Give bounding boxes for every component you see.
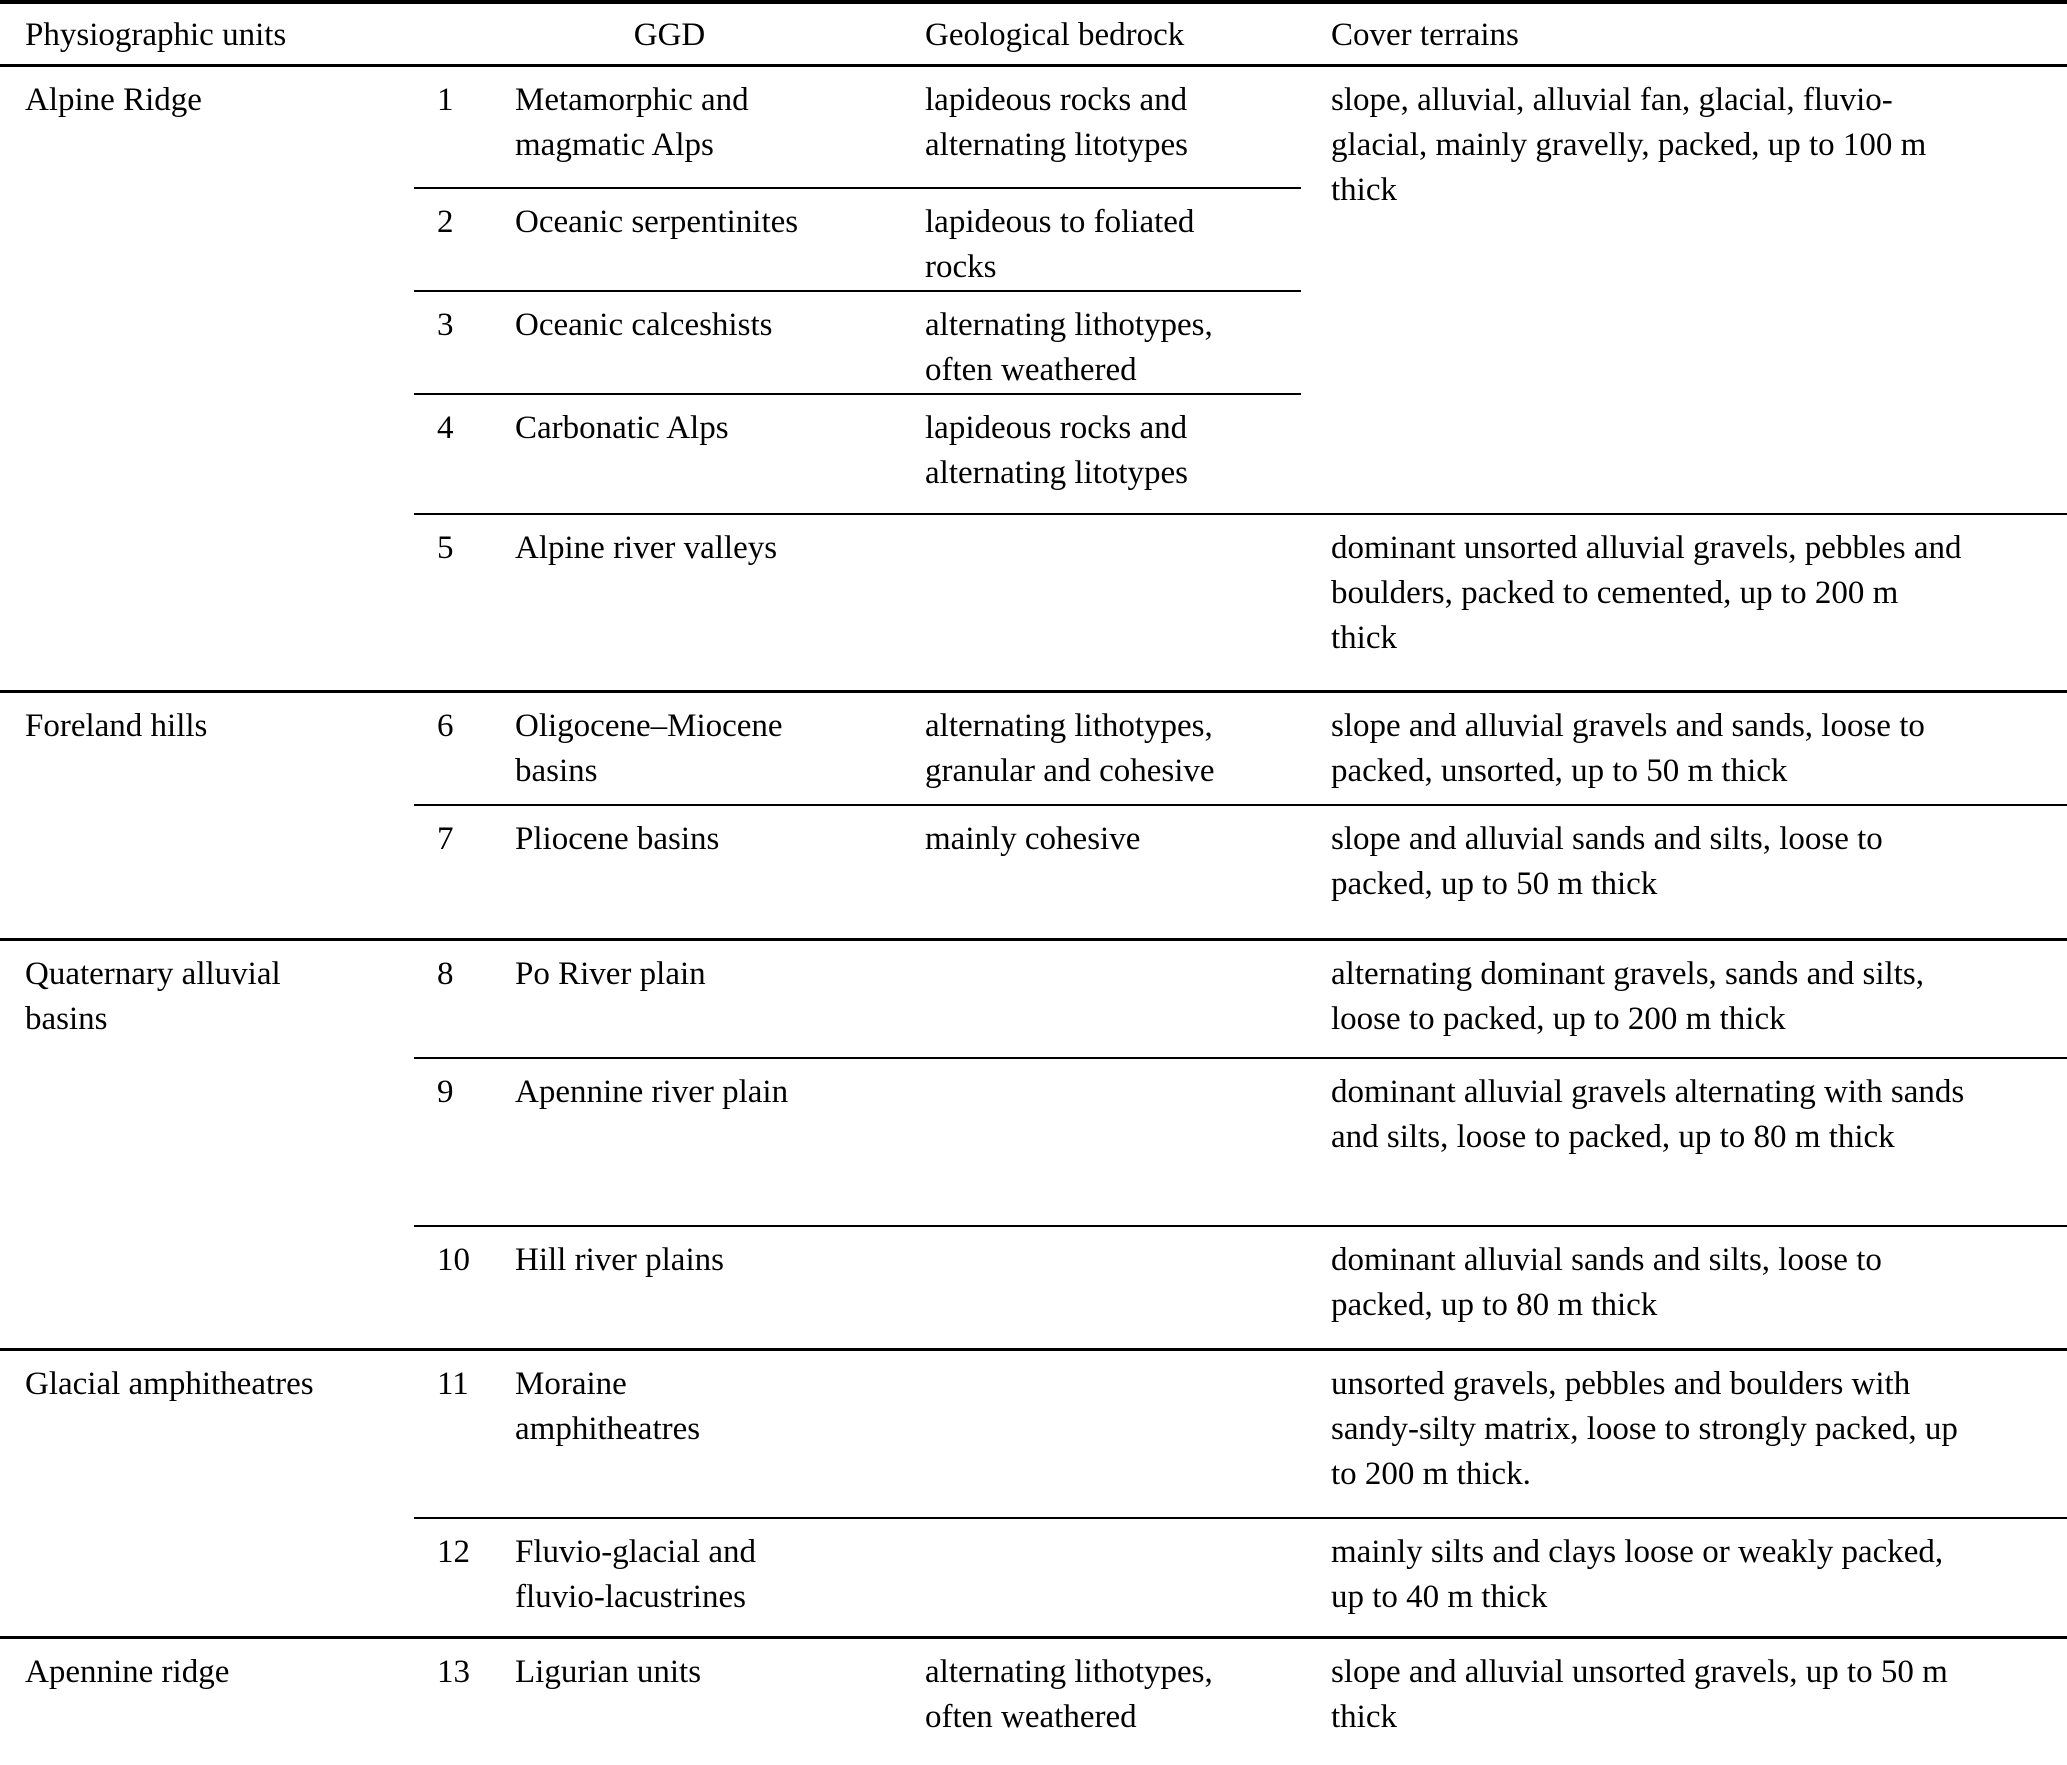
cell-cover-terrains: slope and alluvial gravels and sands, loose to packed, unsorted, up to 50 m thick — [1331, 708, 1925, 789]
cell-cover-terrains: dominant unsorted alluvial gravels, pebbles and boulders, packed to cemented, up to 200 m thick — [1301, 514, 2067, 692]
cell-ggd-number: 10 — [414, 1226, 515, 1350]
cell-ggd-number: 4 — [414, 394, 515, 514]
cell-ggd-number: 8 — [437, 956, 454, 992]
cell-ggd-name: Pliocene basins — [515, 805, 925, 940]
section-glacial-amphitheatres — [0, 1350, 2067, 1638]
cell-ggd-name: Hill river plains — [515, 1226, 925, 1350]
cell-cover-terrains: unsorted gravels, pebbles and boulders with sandy-silty matrix, loose to strongly packed, up to 200 m thick. — [1331, 1366, 1958, 1492]
cell-geological-bedrock: alternating lithotypes, often weathered — [925, 1654, 1213, 1735]
header-geological-bedrock: Geological bedrock — [925, 2, 1301, 66]
cell-cover-terrains: dominant alluvial gravels alternating with sands and silts, loose to packed, up to 80 m thick — [1301, 1058, 2067, 1226]
cell-ggd-number: 1 — [437, 82, 454, 118]
cell-geological-bedrock: alternating lithotypes, often weathered — [925, 291, 1301, 394]
cell-ggd-name: Carbonatic Alps — [515, 394, 925, 514]
cell-ggd-number: 2 — [414, 188, 515, 291]
cell-ggd-name: Moraine amphitheatres — [515, 1366, 701, 1447]
cell-ggd-number: 11 — [437, 1366, 469, 1402]
cell-cover-terrains: slope and alluvial unsorted gravels, up to 50 m thick — [1331, 1654, 1948, 1735]
section-alpine-ridge — [0, 66, 2067, 692]
header-physiographic-units: Physiographic units — [0, 2, 414, 66]
table-row — [0, 1350, 2067, 1518]
cell-ggd-number: 13 — [437, 1654, 470, 1690]
cell-geological-bedrock — [925, 1226, 1301, 1350]
cell-geological-bedrock — [925, 940, 1301, 1058]
cell-physiographic-unit: Alpine Ridge — [25, 82, 202, 118]
table-row — [0, 1638, 2067, 1765]
section-apennine-ridge — [0, 1638, 2067, 1765]
cell-ggd-name: Po River plain — [515, 956, 706, 992]
cell-geological-bedrock: mainly cohesive — [925, 805, 1301, 940]
cell-ggd-name: Fluvio-glacial and fluvio-lacustrines — [515, 1518, 925, 1638]
cell-cover-terrains: mainly silts and clays loose or weakly packed, up to 40 m thick — [1301, 1518, 2067, 1638]
cell-ggd-number: 12 — [414, 1518, 515, 1638]
cell-cover-terrains: alternating dominant gravels, sands and silts, loose to packed, up to 200 m thick — [1331, 956, 1924, 1037]
header-ggd: GGD — [414, 2, 925, 66]
header-cover-terrains: Cover terrains — [1301, 2, 2067, 66]
cell-ggd-number: 7 — [414, 805, 515, 940]
header-row — [0, 2, 2067, 66]
cell-geological-bedrock — [925, 1058, 1301, 1226]
cell-geological-bedrock: alternating lithotypes, granular and cohesive — [925, 708, 1215, 789]
cell-physiographic-unit: Glacial amphitheatres — [25, 1366, 314, 1402]
cell-cover-terrains: dominant alluvial sands and silts, loose to packed, up to 80 m thick — [1301, 1226, 2067, 1350]
cell-ggd-name: Oceanic serpentinites — [515, 188, 925, 291]
cell-geological-bedrock: lapideous rocks and alternating litotypes — [925, 394, 1301, 514]
table-row — [0, 940, 2067, 1058]
cell-geological-bedrock — [925, 514, 1301, 692]
cell-cover-terrains: slope, alluvial, alluvial fan, glacial, fluvio-glacial, mainly gravelly, packed, up to 100 m thick — [1331, 82, 1927, 208]
cell-ggd-name: Alpine river valleys — [515, 514, 925, 692]
cell-geological-bedrock: lapideous rocks and alternating litotypes — [925, 82, 1189, 163]
cell-ggd-name: Ligurian units — [515, 1654, 702, 1690]
table-header — [0, 2, 2067, 66]
cell-physiographic-unit: Quaternary alluvial basins — [25, 956, 281, 1037]
cell-ggd-name: Apennine river plain — [515, 1058, 925, 1226]
cell-geological-bedrock — [925, 1518, 1301, 1638]
section-quaternary-alluvial-basins — [0, 940, 2067, 1350]
cell-ggd-number: 6 — [437, 708, 454, 744]
table-row — [0, 66, 2067, 188]
cell-ggd-name: Oceanic calceshists — [515, 291, 925, 394]
cell-ggd-name: Oligocene–Miocene basins — [515, 708, 783, 789]
cell-geological-bedrock — [925, 1350, 1301, 1518]
cell-ggd-number: 5 — [414, 514, 515, 692]
cell-physiographic-unit: Apennine ridge — [25, 1654, 230, 1690]
cell-cover-terrains: slope and alluvial sands and silts, loose to packed, up to 50 m thick — [1301, 805, 2067, 940]
cell-ggd-number: 9 — [414, 1058, 515, 1226]
cell-ggd-number: 3 — [414, 291, 515, 394]
cell-physiographic-unit: Foreland hills — [25, 708, 208, 744]
cell-geological-bedrock: lapideous to foliated rocks — [925, 188, 1301, 291]
table-row — [0, 692, 2067, 805]
section-foreland-hills — [0, 692, 2067, 940]
cell-ggd-name: Metamorphic and magmatic Alps — [515, 82, 749, 163]
